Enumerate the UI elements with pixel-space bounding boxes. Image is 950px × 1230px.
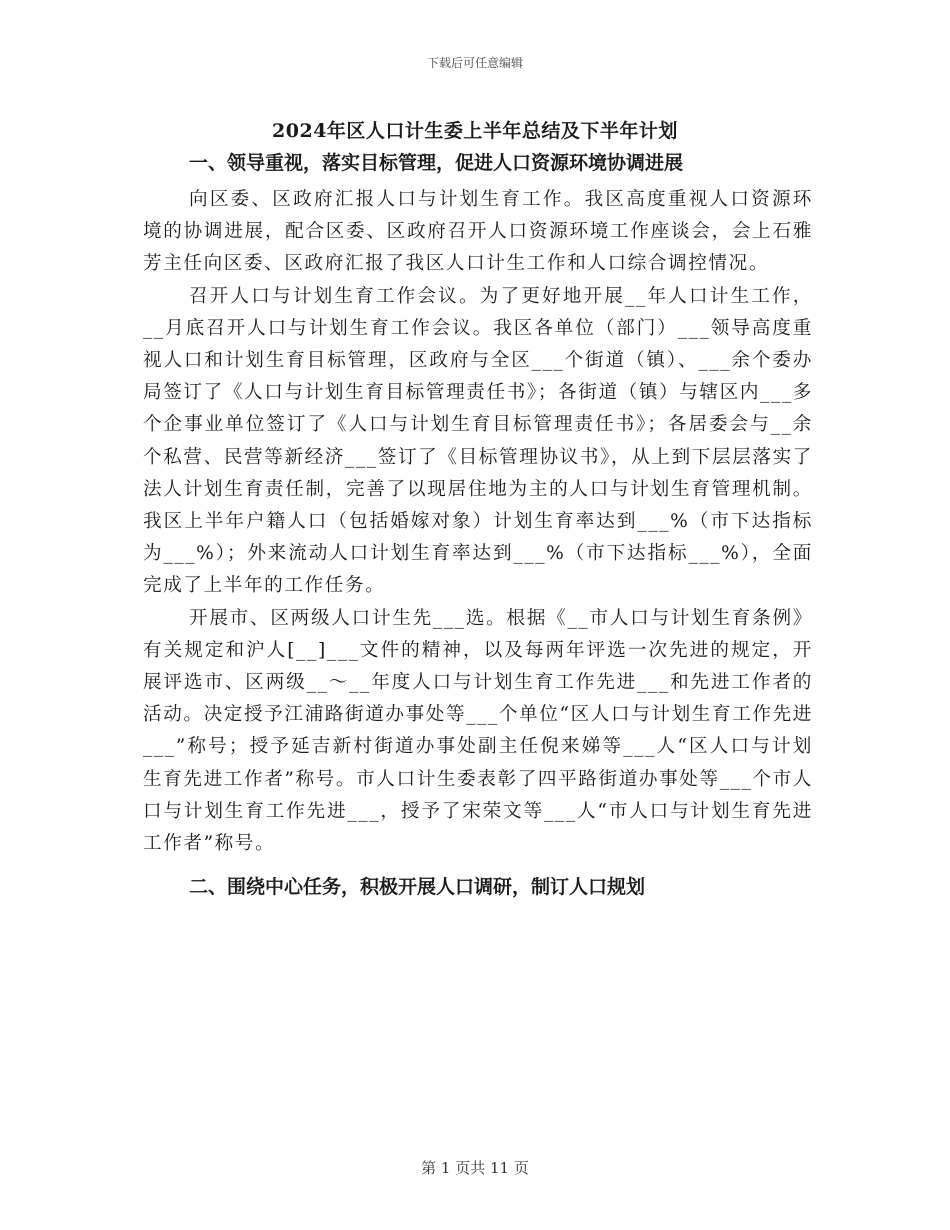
document-body xyxy=(143,148,813,908)
section-heading-2: 二、围绕中心任务，积极开展人口调研，制订人口规划 xyxy=(189,876,646,899)
page-header-note: 下载后可任意编辑 xyxy=(426,56,523,70)
page-number: 第 1 页共 11 页 xyxy=(421,1159,529,1177)
document-title: 2024年区人口计生委上半年总结及下半年计划 xyxy=(272,120,678,142)
section-heading-1: 一、领导重视，落实目标管理，促进人口资源环境协调进展 xyxy=(189,152,684,174)
paragraph: 向区委、区政府汇报人口与计划生育工作。我区高度重视人口资源环境的协调进展，配合区委、区政府召开人口资源环境工作座谈会，会上石雅芳主任向区委、区政府汇报了我区人口计生工作和人口综合调控情况。 xyxy=(143,189,813,275)
paragraph: 开展市、区两级人口计生先___选。根据《__市人口与计划生育条例》有关规定和沪人[__]___文件的精神，以及每两年评选一次先进的规定，开展评选市、区两级__～__年度人口与计划生育工作先进___和先进工作者的活动。决定授予江浦路街道办事处等___个单位“区人口与计划生育工作先进___”称号；授予延吉新村街道办事处副主任倪来娣等___人“区人口与计划生育先进工作者”称号。市人口计生委表彰了四平路街道办事处等___个市人口与计划生育工作先进___，授予了宋荣文等___人“市人口与计划生育先进工作者”称号。 xyxy=(143,607,813,855)
paragraph: 召开人口与计划生育工作会议。为了更好地开展__年人口计生工作，__月底召开人口与计划生育工作会议。我区各单位（部门）___领导高度重视人口和计划生育目标管理，区政府与全区___个街道（镇）、___余个委办局签订了《人口与计划生育目标管理责任书》；各街道（镇）与辖区内___多个企事业单位签订了《人口与计划生育目标管理责任书》；各居委会与__余个私营、民营等新经济___签订了《目标管理协议书》，从上到下层层落实了法人计划生育责任制，完善了以现居住地为主的人口与计划生育管理机制。我区上半年户籍人口（包括婚嫁对象）计划生育率达到___%（市下达指标为___%）；外来流动人口计划生育率达到___%（市下达指标___%），全面完成了上半年的工作任务。 xyxy=(143,285,813,597)
